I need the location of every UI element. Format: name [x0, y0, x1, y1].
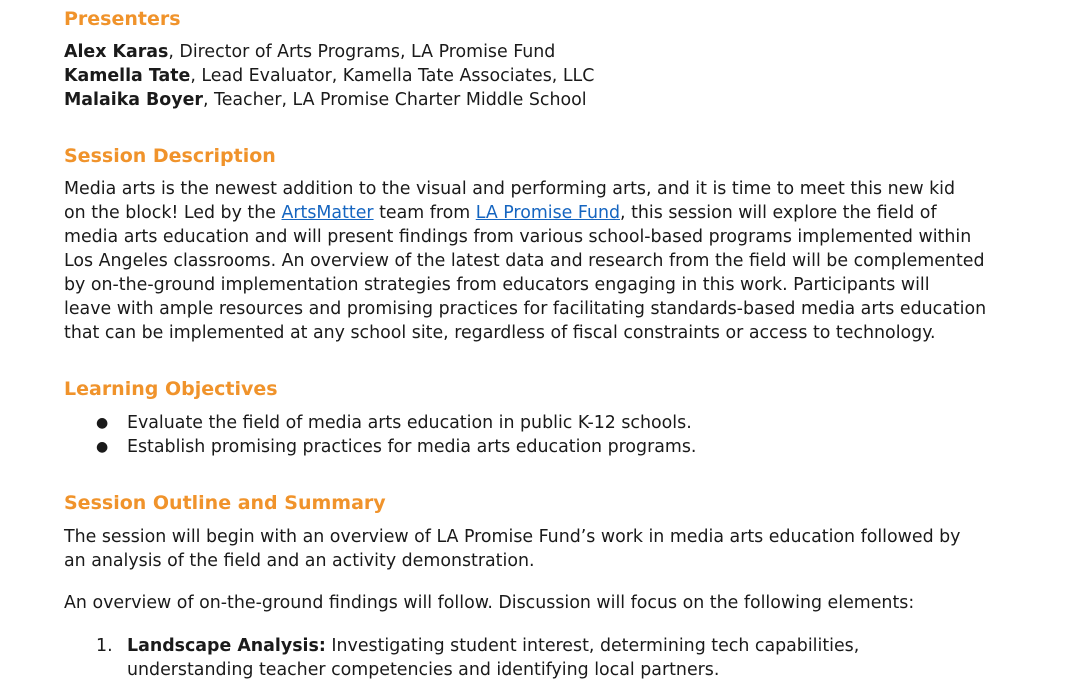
session-description-paragraph [64, 177, 1009, 345]
presenter-line [64, 64, 594, 88]
text-span: Investigating student interest, determining tech capabilities, [325, 636, 860, 656]
objective-text: Establish promising practices for media arts education programs. [127, 437, 697, 457]
text-span: team from [373, 203, 476, 223]
bullet-icon: ● [96, 439, 109, 455]
text-line: by on-the-ground implementation strategies from educators engaging in this work. Participants will [64, 275, 930, 295]
text-line [127, 634, 987, 658]
text-span: on the block! Led by the [64, 203, 282, 223]
text-line: understanding teacher competencies and identifying local partners. [127, 660, 720, 680]
text-line: media arts education and will present findings from various school-based programs implemented within [64, 227, 972, 247]
bullet-icon: ● [96, 415, 109, 431]
text-line [64, 201, 1009, 225]
presenter-role: , Director of Arts Programs, LA Promise Fund [168, 42, 556, 62]
text-span: , this session will explore the field of [620, 203, 937, 223]
la-promise-fund-link[interactable]: LA Promise Fund [475, 203, 621, 223]
text-line: The session will begin with an overview of LA Promise Fund’s work in media arts education followed by [64, 527, 961, 547]
presenter-role: , Lead Evaluator, Kamella Tate Associates, LLC [190, 66, 595, 86]
outline-paragraph [64, 591, 1009, 615]
outline-paragraph [64, 525, 1009, 573]
presenter-line [64, 40, 555, 64]
presenter-line [64, 88, 587, 112]
session-description-heading: Session Description [64, 145, 276, 167]
session-outline-heading: Session Outline and Summary [64, 492, 386, 514]
objective-text: Evaluate the field of media arts education in public K-12 schools. [127, 413, 692, 433]
list-number: 1. [96, 636, 113, 656]
artsmatter-link[interactable]: ArtsMatter [281, 203, 374, 223]
presenter-role: , Teacher, LA Promise Charter Middle School [202, 90, 587, 110]
presenter-name: Malaika Boyer [64, 90, 203, 110]
text-line: that can be implemented at any school site, regardless of fiscal constraints or access to technology. [64, 323, 936, 343]
presenter-name: Alex Karas [64, 42, 169, 62]
text-line: leave with ample resources and promising practices for facilitating standards-based media arts education [64, 299, 987, 319]
list-item-title: Landscape Analysis: [127, 636, 326, 656]
text-line: An overview of on-the-ground findings will follow. Discussion will focus on the following elements: [64, 593, 915, 613]
text-line: an analysis of the field and an activity demonstration. [64, 551, 535, 571]
learning-objectives-heading: Learning Objectives [64, 378, 278, 400]
presenters-heading: Presenters [64, 8, 181, 30]
text-line: Media arts is the newest addition to the visual and performing arts, and it is time to meet this new kid [64, 179, 956, 199]
presenter-name: Kamella Tate [64, 66, 191, 86]
text-line: Los Angeles classrooms. An overview of the latest data and research from the field will be complemented [64, 251, 985, 271]
